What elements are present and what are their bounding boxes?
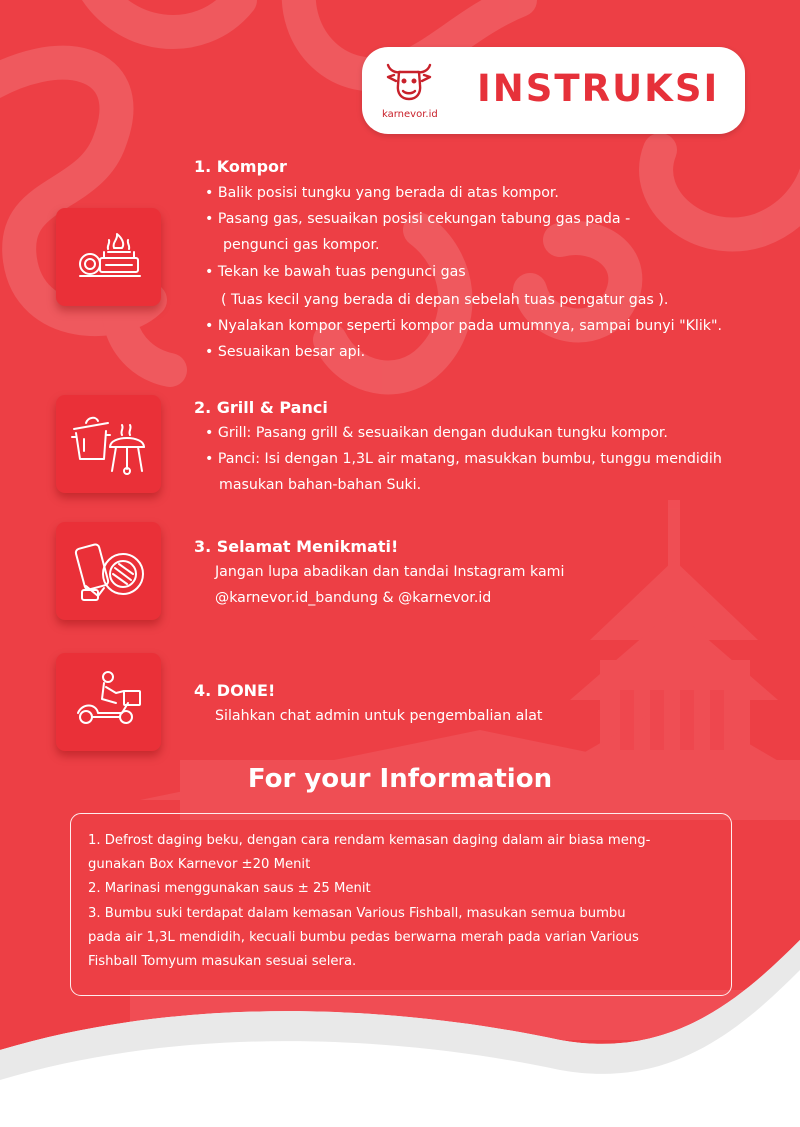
step-2-line: masukan bahan-bahan Suki. bbox=[219, 477, 422, 493]
fyi-line: pada air 1,3L mendidih, kecuali bumbu pedas berwarna merah pada varian Various bbox=[88, 930, 639, 945]
step-1-line: • Nyalakan kompor seperti kompor pada umumnya, sampai bunyi "Klik". bbox=[205, 318, 723, 334]
step-2-line: • Panci: Isi dengan 1,3L air matang, masukkan bumbu, tunggu mendidih bbox=[205, 451, 722, 467]
phone-and-plate-icon bbox=[68, 534, 149, 608]
fyi-line: 1. Defrost daging beku, dengan cara rendam kemasan daging dalam air biasa meng- bbox=[88, 833, 651, 848]
gas-stove-icon bbox=[68, 220, 149, 294]
pot-and-grill-icon bbox=[68, 407, 149, 481]
fyi-title: For your Information bbox=[247, 764, 553, 794]
fyi-line: Fishball Tomyum masukan sesuai selera. bbox=[88, 954, 357, 969]
fyi-line: 3. Bumbu suki terdapat dalam kemasan Various Fishball, masukan semua bumbu bbox=[88, 906, 626, 921]
delivery-scooter-icon bbox=[68, 665, 149, 739]
step-3-line: Jangan lupa abadikan dan tandai Instagram kami bbox=[215, 564, 565, 580]
fyi-line: 2. Marinasi menggunakan saus ± 25 Menit bbox=[88, 881, 371, 896]
logo-text: karnevor.id bbox=[382, 109, 438, 120]
step-1-line: pengunci gas kompor. bbox=[223, 237, 380, 253]
step-2-icon-tile bbox=[56, 395, 161, 493]
fyi-line: gunakan Box Karnevor ±20 Menit bbox=[88, 857, 311, 872]
step-1-line: • Balik posisi tungku yang berada di atas kompor. bbox=[205, 185, 559, 201]
step-3-icon-tile bbox=[56, 522, 161, 620]
step-4-icon-tile bbox=[56, 653, 161, 751]
step-1-icon-tile bbox=[56, 208, 161, 306]
step-1-line: • Sesuaikan besar api. bbox=[205, 344, 366, 360]
step-1-line: • Pasang gas, sesuaikan posisi cekungan tabung gas pada - bbox=[205, 211, 631, 227]
cow-head-icon bbox=[384, 61, 434, 103]
step-4-line: Silahkan chat admin untuk pengembalian alat bbox=[215, 708, 543, 724]
step-2-title: 2. Grill & Panci bbox=[194, 398, 328, 417]
step-3-line: @karnevor.id_bandung & @karnevor.id bbox=[215, 590, 492, 606]
step-3-title: 3. Selamat Menikmati! bbox=[194, 537, 399, 556]
step-2-line: • Grill: Pasang grill & sesuaikan dengan dudukan tungku kompor. bbox=[205, 425, 668, 441]
step-1-line: • Tekan ke bawah tuas pengunci gas bbox=[205, 264, 466, 280]
header-card bbox=[362, 47, 745, 134]
step-1-line: ( Tuas kecil yang berada di depan sebelah tuas pengatur gas ). bbox=[221, 292, 669, 308]
step-1-title: 1. Kompor bbox=[194, 157, 287, 176]
step-4-title: 4. DONE! bbox=[194, 681, 276, 700]
page-title: INSTRUKSI bbox=[477, 67, 720, 110]
